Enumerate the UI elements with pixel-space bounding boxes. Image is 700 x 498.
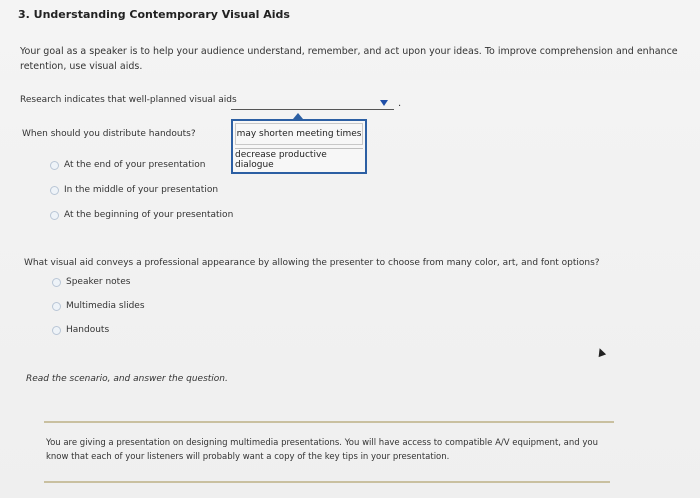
option-label: In the middle of your presentation bbox=[64, 185, 219, 195]
research-suffix: . bbox=[398, 98, 402, 109]
research-dropdown-blank[interactable] bbox=[231, 109, 394, 110]
option-label: At the end of your presentation bbox=[64, 160, 206, 170]
divider bbox=[44, 481, 610, 483]
option-label: At the beginning of your presentation bbox=[64, 210, 234, 220]
visual-aid-option-multimedia-slides[interactable] bbox=[52, 301, 145, 311]
radio-button[interactable] bbox=[50, 161, 59, 170]
option-label: Speaker notes bbox=[66, 277, 131, 287]
intro-paragraph: Your goal as a speaker is to help your audience understand, remember, and act upon your ideas. To improve comprehension and enhance retention, use visual aids. bbox=[20, 46, 678, 72]
handouts-question-prompt: When should you distribute handouts? bbox=[22, 129, 196, 139]
research-dropdown-menu bbox=[231, 119, 367, 174]
scenario-instruction: Read the scenario, and answer the question. bbox=[26, 374, 228, 384]
option-label: Handouts bbox=[66, 325, 110, 335]
divider bbox=[44, 421, 614, 423]
section-heading: 3. Understanding Contemporary Visual Aids bbox=[18, 8, 290, 21]
handouts-option-end[interactable] bbox=[50, 160, 205, 170]
visual-aid-question-prompt: What visual aid conveys a professional appearance by allowing the presenter to choose from many color, art, and font options? bbox=[24, 258, 600, 268]
handouts-option-beginning[interactable] bbox=[50, 210, 233, 220]
visual-aid-option-handouts[interactable] bbox=[52, 325, 109, 335]
handouts-option-middle[interactable] bbox=[50, 185, 218, 195]
dropdown-option-decrease[interactable]: decrease productive dialogue bbox=[235, 148, 363, 170]
radio-button[interactable] bbox=[50, 211, 59, 220]
mouse-cursor-icon bbox=[596, 347, 606, 357]
research-prompt: Research indicates that well-planned visual aids bbox=[20, 95, 237, 105]
scenario-text: You are giving a presentation on designing multimedia presentations. You will have access to compatible A/V equipment, and you know that each of your listeners will probably want a copy of the key tips in your presentation. bbox=[46, 438, 598, 462]
dropdown-arrow-icon[interactable] bbox=[380, 100, 388, 106]
option-label: Multimedia slides bbox=[66, 301, 145, 311]
radio-button[interactable] bbox=[52, 278, 61, 287]
dropdown-option-shorten[interactable]: may shorten meeting times bbox=[235, 123, 363, 145]
visual-aid-option-speaker-notes[interactable] bbox=[52, 277, 130, 287]
radio-button[interactable] bbox=[50, 186, 59, 195]
radio-button[interactable] bbox=[52, 302, 61, 311]
radio-button[interactable] bbox=[52, 326, 61, 335]
